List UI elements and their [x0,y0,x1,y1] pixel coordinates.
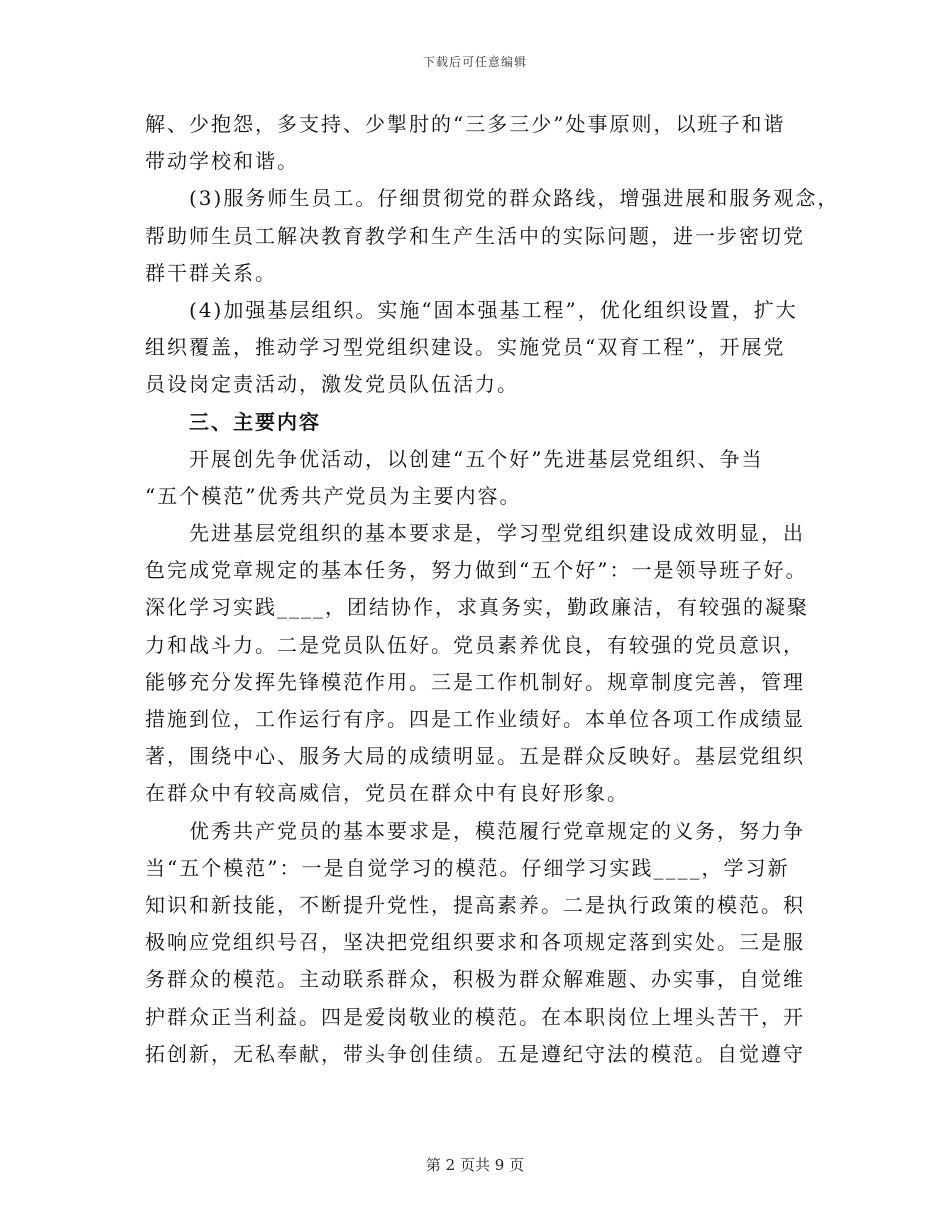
body-line: 带动学校和谐。 [145,149,299,174]
body-line: 在群众中有较高威信，党员在群众中有良好形象。 [145,781,629,806]
document-body [145,106,840,1073]
body-line: (3)服务师生员工。仔细贯彻党的群众路线，增强进展和服务观念， [189,186,840,211]
body-line: 措施到位，工作运行有序。四是工作业绩好。本单位各项工作成绩显 [145,707,805,731]
section-heading: 三、主要内容 [189,409,321,434]
body-line: 深化学习实践____，团结协作，求真务实，勤政廉洁，有较强的凝聚 [145,595,809,620]
page-header: 下载后可任意编辑 [422,55,527,69]
body-line: “五个模范”优秀共产党员为主要内容。 [145,483,522,508]
body-line: 力和战斗力。二是党员队伍好。党员素养优良，有较强的党员意识， [145,632,805,657]
body-line: 著，围绕中心、服务大局的成绩明显。五是群众反映好。基层党组织 [145,744,805,769]
body-line: 群干群关系。 [145,260,277,285]
body-line: 开展创先争优活动，以创建“五个好”先进基层党组织、争当 [189,446,764,471]
body-line: 务群众的模范。主动联系群众，积极为群众解难题、办实事，自觉维 [145,967,805,992]
body-line: 组织覆盖，推动学习型党组织建设。实施党员“双育工程”，开展党 [145,335,786,360]
body-line: 当“五个模范”：一是自觉学习的模范。仔细学习实践____，学习新 [145,855,790,880]
body-line: 先进基层党组织的基本要求是，学习型党组织建设成效明显，出 [189,521,805,546]
body-line: 极响应党组织号召，坚决把党组织要求和各项规定落到实处。三是服 [145,930,805,955]
body-line: 能够充分发挥先锋模范作用。三是工作机制好。规章制度完善，管理 [145,669,805,694]
body-line: 拓创新，无私奉献，带头争创佳绩。五是遵纪守法的模范。自觉遵守 [145,1041,805,1066]
body-line: 优秀共产党员的基本要求是，模范履行党章规定的义务，努力争 [189,818,805,843]
body-line: 护群众正当利益。四是爱岗敬业的模范。在本职岗位上埋头苦干，开 [145,1004,805,1029]
page-footer: 第 2 页共 9 页 [425,1156,525,1174]
body-line: 解、少抱怨，多支持、少掣肘的“三多三少”处事原则，以班子和谐 [145,112,786,136]
body-line: (4)加强基层组织。实施“固本强基工程”，优化组织设置，扩大 [189,297,798,322]
body-line: 色完成党章规定的基本任务，努力做到“五个好”：一是领导班子好。 [145,558,808,583]
body-line: 帮助师生员工解决教育教学和生产生活中的实际问题，进一步密切党 [145,223,805,248]
body-line: 员设岗定责活动，激发党员队伍活力。 [145,372,519,397]
body-line: 知识和新技能，不断提升党性，提高素养。二是执行政策的模范。积 [145,892,805,917]
